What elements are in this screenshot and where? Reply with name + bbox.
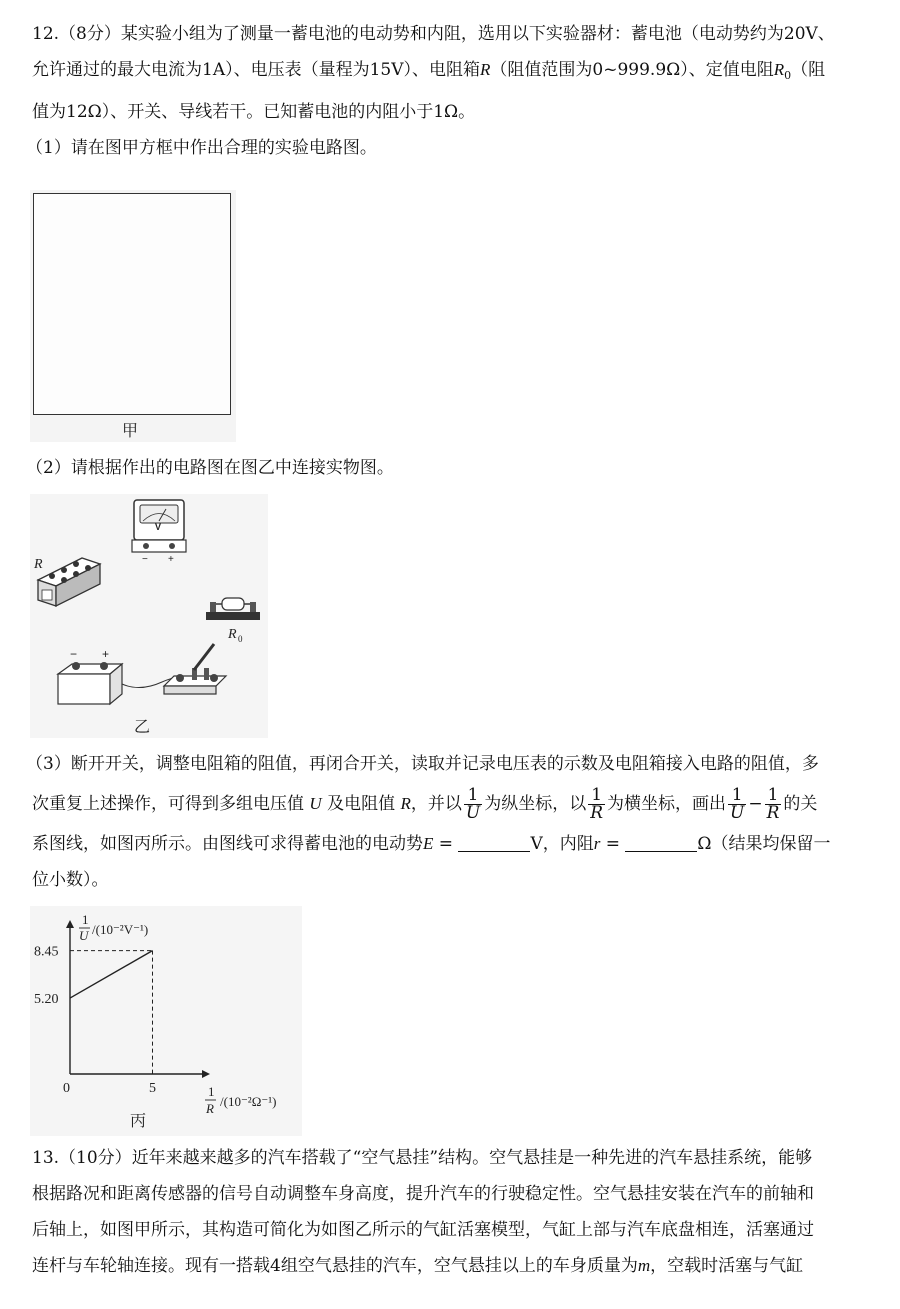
fixed-resistor-label: R	[228, 627, 237, 642]
switch-icon	[164, 644, 226, 694]
svg-text:−: −	[70, 647, 78, 661]
battery-icon	[58, 647, 122, 704]
q12-line-1: 12.（8分）某实验小组为了测量一蓄电池的电动势和内阻，选用以下实验器材：蓄电池（电动势约为20V、	[32, 24, 835, 44]
fixed-resistor-icon	[206, 598, 260, 644]
q13-number: 13	[32, 1148, 54, 1168]
x-label-numerator: 1	[208, 1084, 215, 1099]
q12-part-3: （3）断开开关，调整电阻箱的阻值，再闭合开关，读取并记录电压表的示数及电阻箱接入电路的阻值，多 次重复上述操作，可得到多组电压值 U 及电阻值 R，并以 $\frac{1}{U}$ 为纵坐标，以 $\frac{1}{R}$ 为横坐标，画出 $\frac{1}{U}$ − $\frac{1}{R}$ 的关 系图线，如图丙所示。由图线可求得蓄电池的电动势E = V，内阻r = Ω（结果均保留一 位小数）。	[26, 754, 831, 890]
question-13: 13.（10分）近年来越来越多的汽车搭载了“空气悬挂”结构。空气悬挂是一种先进的汽车悬挂系统，能够 根据路况和距离传感器的信号自动调整车身高度，提升汽车的行驶稳定性。空气悬挂安装在汽车的前轴和 后轴上，如图甲所示，其构造可简化为如图乙所示的气缸活塞模型，气缸上部与汽车底盘相连，活塞通过 连杆与车轮轴连接。现有一搭载4组空气悬挂的汽车，空气悬挂以上的车身质量为m，空载时活塞与气缸	[32, 1148, 814, 1276]
q12-line-2: 允许通过的最大电流为1A）、电压表（量程为15V）、电阻箱R（阻值范围为0~999.9Ω）、定值电阻$R_0$（阻	[32, 60, 826, 82]
origin-label: 0	[63, 1081, 70, 1096]
y-tick-label-bottom: 5.20	[34, 992, 59, 1008]
y-label-denominator: U	[79, 928, 89, 943]
q12-score: （8分）	[59, 24, 121, 44]
circuit-drawing-box	[33, 193, 231, 415]
svg-text:+: +	[168, 554, 174, 565]
svg-text:−: −	[142, 554, 148, 565]
figure-yi-label: 乙	[134, 717, 151, 736]
x-label-unit: /(10⁻²Ω⁻¹)	[220, 1094, 277, 1109]
resistance-box-icon	[33, 557, 100, 606]
answer-blank-emf[interactable]	[458, 833, 530, 852]
y-label-unit: /(10⁻²V⁻¹)	[92, 922, 149, 937]
figure-jia	[30, 190, 236, 442]
x-label-denominator: R	[206, 1101, 214, 1116]
x-axis-arrow-icon	[202, 1070, 210, 1078]
svg-text:+: +	[102, 647, 110, 661]
figure-bing	[30, 906, 302, 1136]
q12-part-1: （1）请在图甲方框中作出合理的实验电路图。	[26, 138, 377, 158]
series-line	[70, 951, 153, 998]
svg-text:0: 0	[238, 634, 243, 644]
y-tick-label-top: 8.45	[34, 944, 59, 960]
fraction-1-over-R: $\frac{1}{R}$	[590, 785, 604, 823]
figure-yi	[30, 494, 268, 738]
q12-number: 12	[32, 24, 54, 44]
x-tick-label: 5	[149, 1081, 156, 1096]
figure-jia-label: 甲	[122, 421, 139, 440]
figure-bing-label: 丙	[130, 1111, 147, 1130]
apparatus-illustration	[30, 494, 268, 738]
answer-blank-internal-resistance[interactable]	[625, 833, 697, 852]
y-axis-arrow-icon	[66, 920, 74, 928]
q13-score: （10分）	[59, 1148, 132, 1168]
voltmeter-letter: V	[155, 522, 162, 532]
y-label-numerator: 1	[82, 912, 89, 927]
voltmeter-icon	[132, 500, 186, 565]
var-R0: R	[773, 60, 785, 79]
var-R: R	[480, 60, 491, 79]
resistance-box-label: R	[34, 557, 43, 572]
question-12	[26, 16, 872, 166]
q12-part-2: （2）请根据作出的电路图在图乙中连接实物图。	[26, 458, 394, 478]
q12-line-3: 值为12Ω）、开关、导线若干。已知蓄电池的内阻小于1Ω。	[32, 102, 476, 122]
fraction-1-over-U: $\frac{1}{U}$	[465, 785, 481, 823]
inverse-voltage-chart	[30, 906, 302, 1136]
